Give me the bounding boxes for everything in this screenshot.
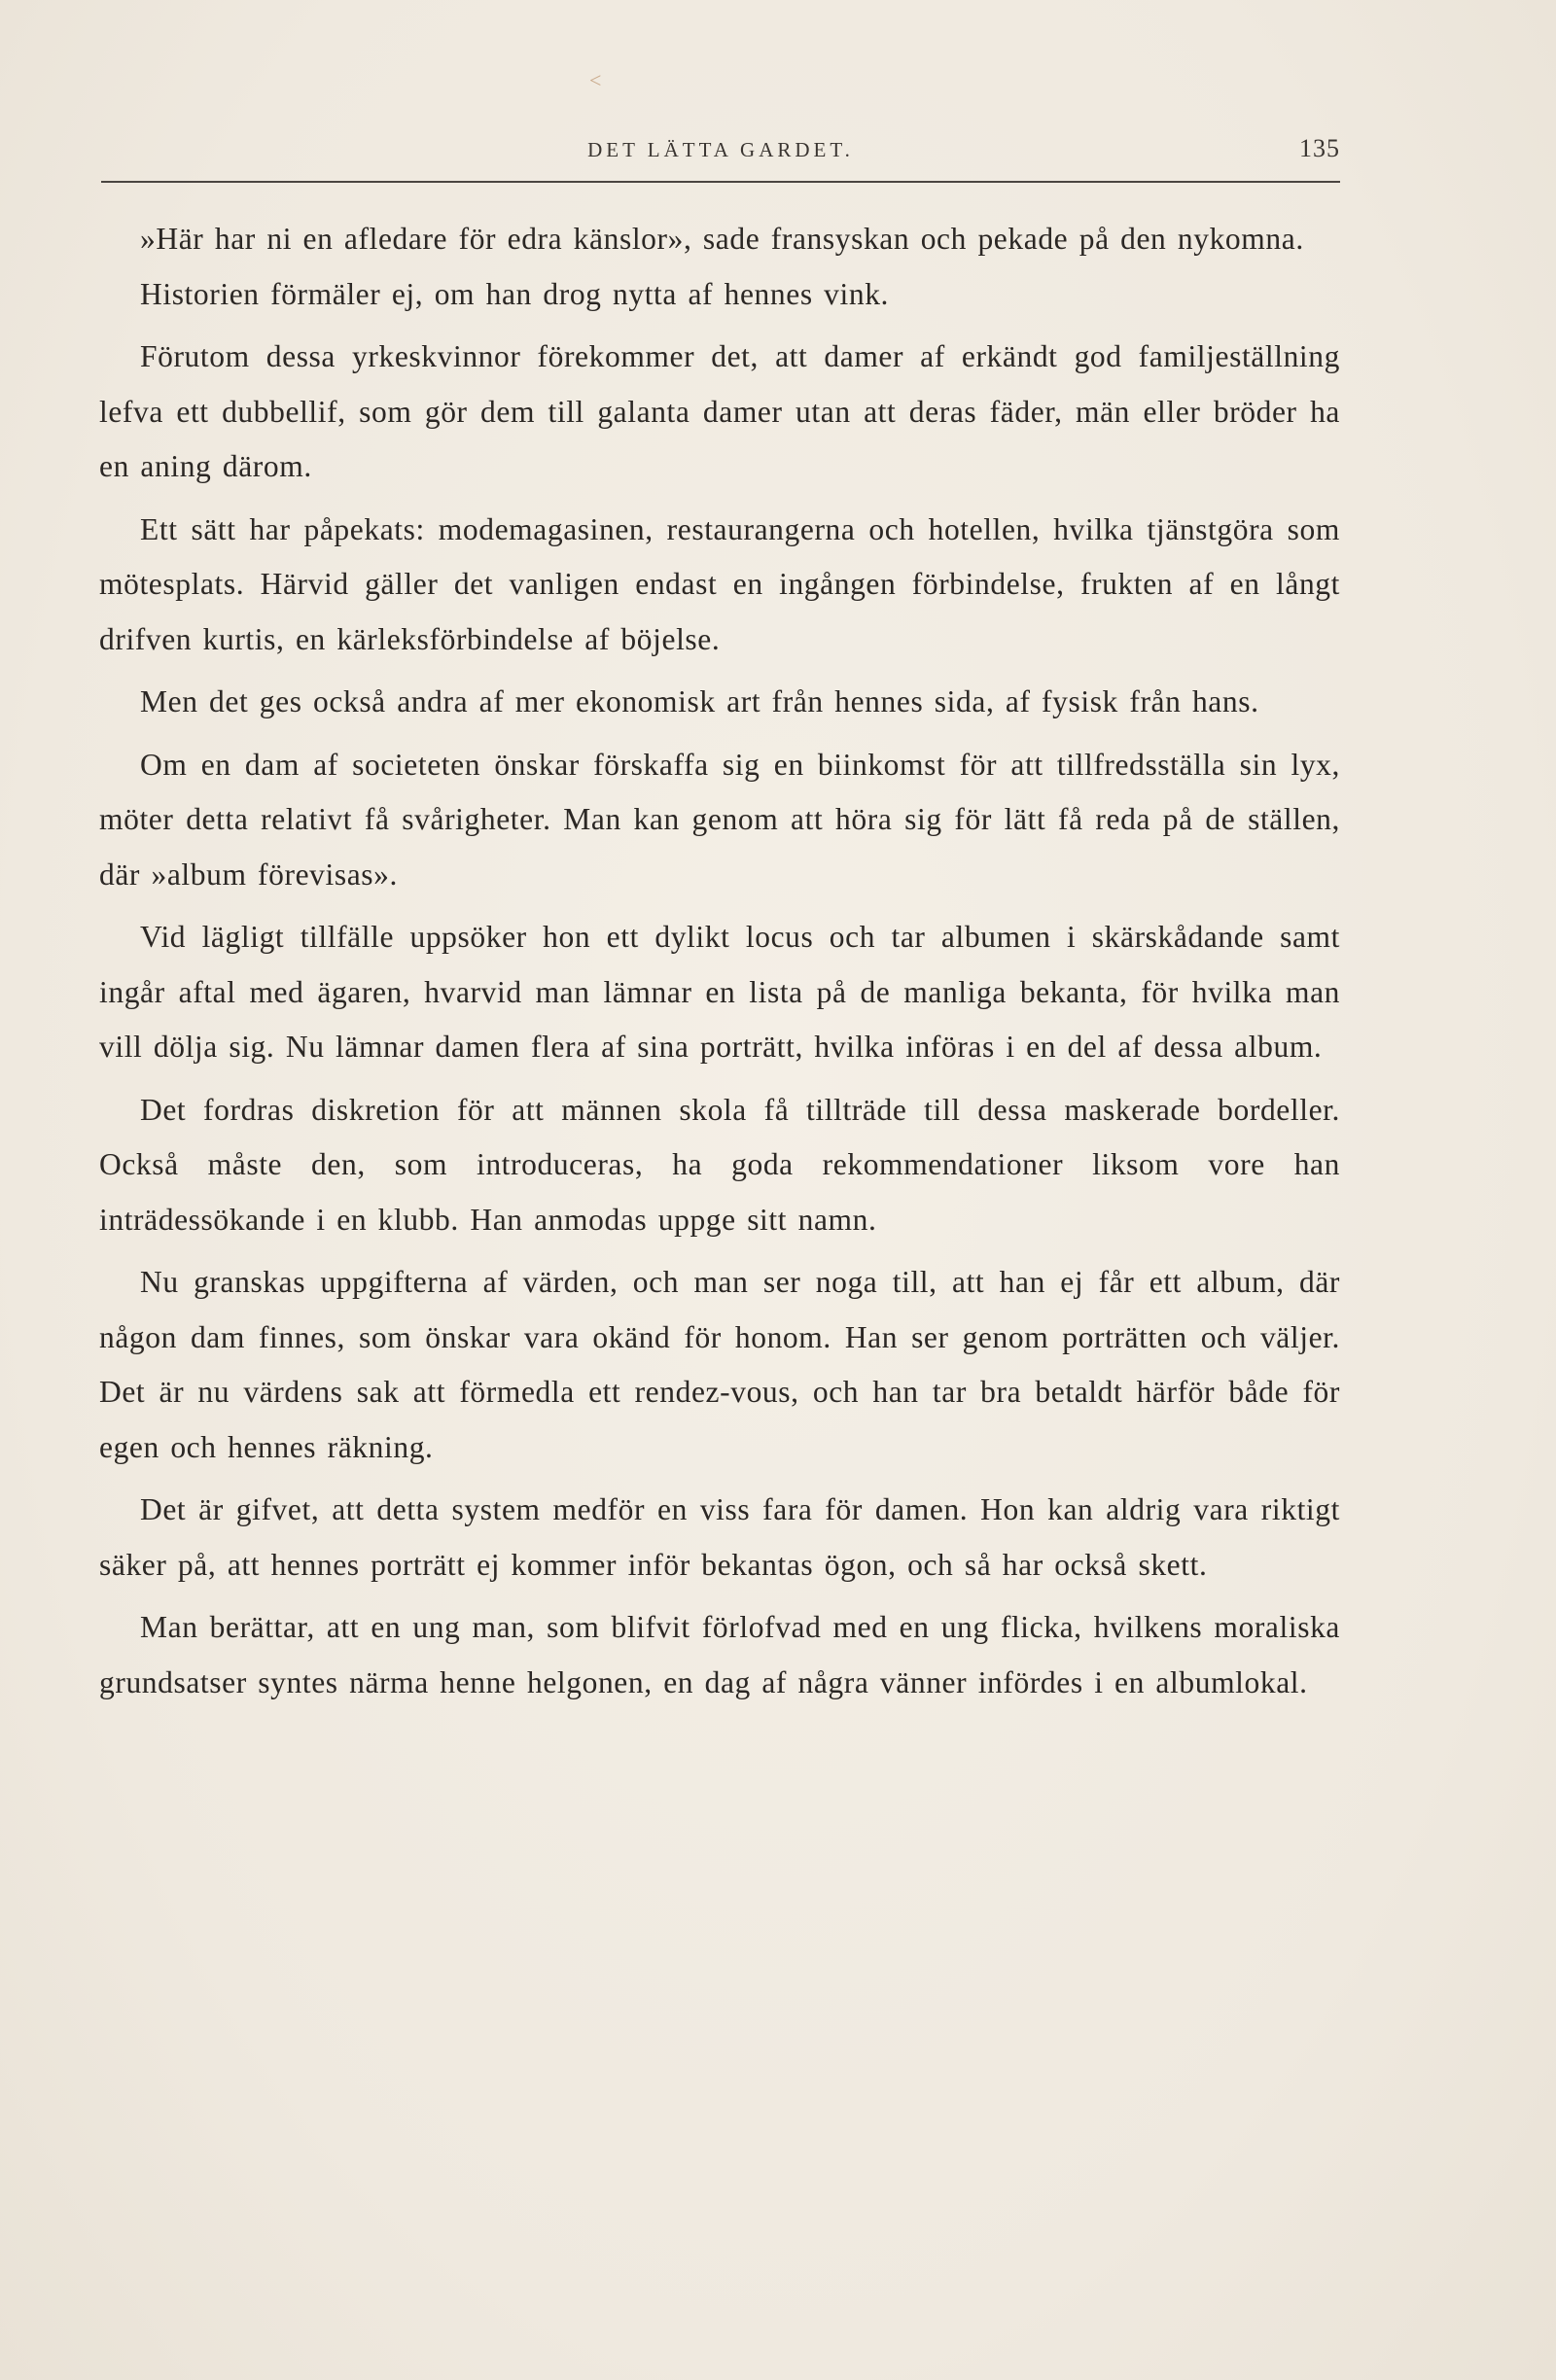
paragraph: »Här har ni en afledare för edra känslor», sade fransyskan och pekade på den nykomna. [140, 222, 1304, 256]
paragraph: Historien förmäler ej, om han drog nytta af hennes vink. [140, 276, 890, 311]
paragraph: Förutom dessa yrkeskvinnor förekommer det, att damer af erkändt god familjeställning lefva ett dubbellif, som gör dem till galanta damer utan att deras fäder, män eller bröder ha en aning därom. [99, 339, 1340, 483]
margin-mark: < [589, 68, 602, 92]
running-title: DET LÄTTA GARDET. [587, 138, 854, 161]
paragraph: Om en dam af societeten önskar förskaffa sig en biinkomst för att tillfredsställa sin lyx, möter detta relativt få svårigheter. Man kan genom att höra sig för lätt få reda på de ställen, där »album förevisas». [99, 747, 1340, 892]
header-rule [101, 181, 1340, 183]
paragraph: Men det ges också andra af mer ekonomisk art från hennes sida, af fysisk från hans. [140, 684, 1259, 718]
paragraph: Det är gifvet, att detta system medför en viss fara för damen. Hon kan aldrig vara riktigt säker på, att hennes porträtt ej kommer inför bekantas ögon, och så har också skett. [99, 1492, 1340, 1582]
running-head [101, 134, 1340, 173]
paragraph: Det fordras diskretion för att männen skola få tillträde till dessa maskerade bordeller. Också måste den, som introduceras, ha goda rekommendationer liksom vore han inträdessökande i en klubb. Han anmodas uppge sitt namn. [99, 1092, 1340, 1237]
body-text [99, 212, 1340, 1718]
paragraph: Man berättar, att en ung man, som blifvit förlofvad med en ung flicka, hvilkens moraliska grundsatser syntes närma henne helgonen, en dag af några vänner infördes i en albumlokal. [99, 1610, 1340, 1699]
paragraph: Nu granskas uppgifterna af värden, och man ser noga till, att han ej får ett album, där någon dam finnes, som önskar vara okänd för honom. Han ser genom porträtten och väljer. Det är nu värdens sak att förmedla ett rendez-vous, och han tar bra betaldt härför både för egen och hennes räkning. [99, 1265, 1340, 1464]
paragraph: Ett sätt har påpekats: modemagasinen, restaurangerna och hotellen, hvilka tjänstgöra som mötesplats. Härvid gäller det vanligen endast en ingången förbindelse, frukten af en långt drifven kurtis, en kärleksförbindelse af böjelse. [99, 511, 1340, 656]
paragraph: Vid lägligt tillfälle uppsöker hon ett dylikt locus och tar albumen i skärskådande samt ingår aftal med ägaren, hvarvid man lämnar en lista på de manliga bekanta, för hvilka man vill dölja sig. Nu lämnar damen flera af sina porträtt, hvilka införas i en del af dessa album. [99, 920, 1340, 1064]
page-number: 135 [1299, 134, 1340, 162]
